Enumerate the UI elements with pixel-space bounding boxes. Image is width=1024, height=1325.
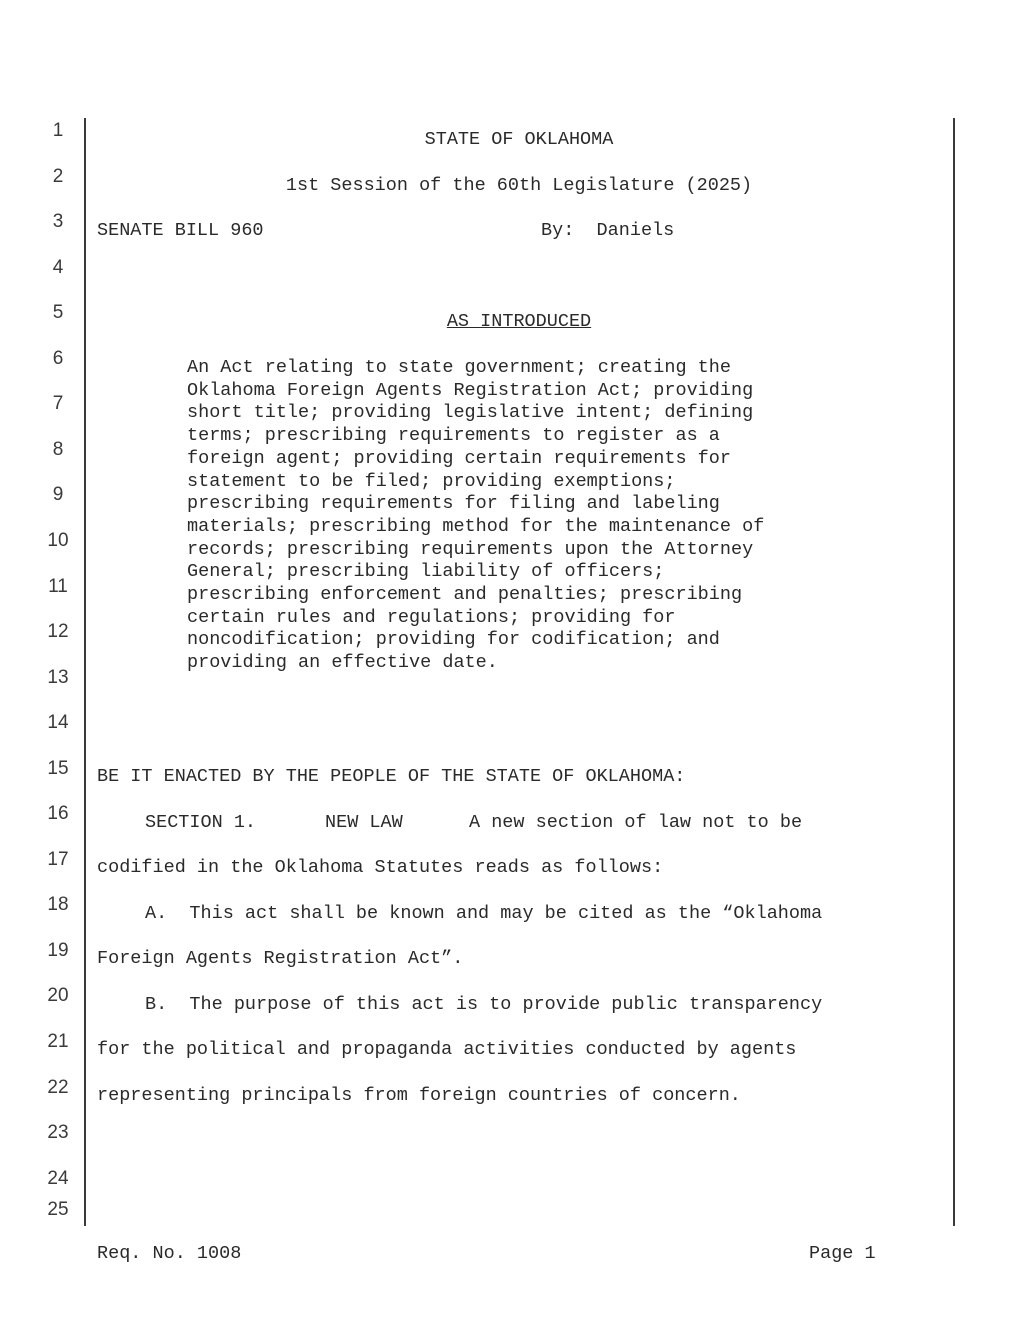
status-heading	[86, 311, 952, 333]
author-line	[541, 220, 674, 242]
line-number: 16	[47, 803, 69, 825]
line-number: 2	[52, 165, 64, 187]
line-number: 7	[52, 393, 64, 415]
line-number: 6	[52, 347, 64, 369]
right-margin-rule	[953, 118, 955, 1226]
act-title-line: foreign agent; providing certain requirements for	[187, 447, 731, 469]
section-1-label: SECTION 1.	[145, 812, 257, 833]
line-number: 22	[47, 1076, 69, 1098]
line-number: 18	[47, 894, 69, 916]
act-title-line: An Act relating to state government; creating the	[187, 357, 731, 378]
line-number: 14	[47, 712, 69, 734]
act-title-line: records; prescribing requirements upon the Attorney	[187, 538, 754, 560]
line-number: 5	[52, 302, 64, 324]
author-label: By:	[541, 220, 575, 241]
act-title-line: noncodification; providing for codification; and	[187, 629, 720, 651]
line-number: 9	[52, 484, 64, 506]
act-title-line: materials; prescribing method for the maintenance of	[187, 515, 765, 537]
subsection-a-line-2: Foreign Agents Registration Act”.	[97, 948, 464, 969]
line-number: 11	[48, 575, 68, 597]
line-number: 19	[47, 939, 69, 961]
act-title-line: terms; prescribing requirements to register as a	[187, 425, 720, 447]
subsection-b-line-1: B. The purpose of this act is to provide public transparency	[145, 994, 823, 1015]
section-1-intro-cont: codified in the Oklahoma Statutes reads as follows:	[97, 857, 664, 878]
line-number: 13	[47, 666, 69, 688]
line-number: 3	[52, 211, 64, 233]
line-number: 12	[47, 621, 69, 643]
act-title-line: short title; providing legislative intent; defining	[187, 402, 754, 424]
enacting-clause: BE IT ENACTED BY THE PEOPLE OF THE STATE OF OKLAHOMA:	[97, 766, 686, 787]
left-margin-rule	[84, 118, 86, 1226]
section-1-type: NEW LAW	[325, 812, 403, 833]
session-heading: 1st Session of the 60th Legislature (2025)	[285, 175, 753, 196]
status-text: AS INTRODUCED	[446, 311, 592, 332]
line-number: 4	[52, 256, 64, 278]
line-number: 10	[47, 529, 69, 551]
state-heading: STATE OF OKLAHOMA	[424, 129, 614, 150]
act-title-line: providing an effective date.	[187, 652, 498, 674]
line-number: 17	[47, 848, 69, 870]
act-title-line: prescribing enforcement and penalties; prescribing	[187, 584, 743, 606]
line-number: 8	[52, 438, 64, 460]
line-number: 23	[47, 1122, 69, 1144]
act-title-line: prescribing requirements for filing and labeling	[187, 493, 720, 515]
line-number: 1	[52, 120, 64, 141]
subsection-a-line-1: A. This act shall be known and may be cited as the “Oklahoma	[145, 903, 823, 924]
subsection-b-line-2: for the political and propaganda activities conducted by agents	[97, 1039, 797, 1060]
line-number: 15	[47, 757, 69, 779]
line-number: 21	[47, 1031, 69, 1052]
line-number: 20	[47, 985, 69, 1007]
act-title-line: statement to be filed; providing exemptions;	[187, 470, 676, 492]
line-number-partial: 25	[47, 1199, 69, 1220]
act-title-line: certain rules and regulations; providing for	[187, 606, 676, 628]
subsection-b-line-3: representing principals from foreign countries of concern.	[97, 1085, 741, 1106]
act-title	[187, 357, 764, 675]
page-number: Page 1	[809, 1243, 876, 1264]
author-name: Daniels	[596, 220, 675, 241]
section-1-intro: A new section of law not to be	[469, 812, 803, 833]
request-number: Req. No. 1008	[97, 1243, 242, 1264]
act-title-line: General; prescribing liability of officers;	[187, 561, 665, 583]
line-number: 24	[47, 1167, 69, 1189]
bill-number: SENATE BILL 960	[97, 220, 264, 241]
act-title-line: Oklahoma Foreign Agents Registration Act; providing	[187, 379, 754, 401]
